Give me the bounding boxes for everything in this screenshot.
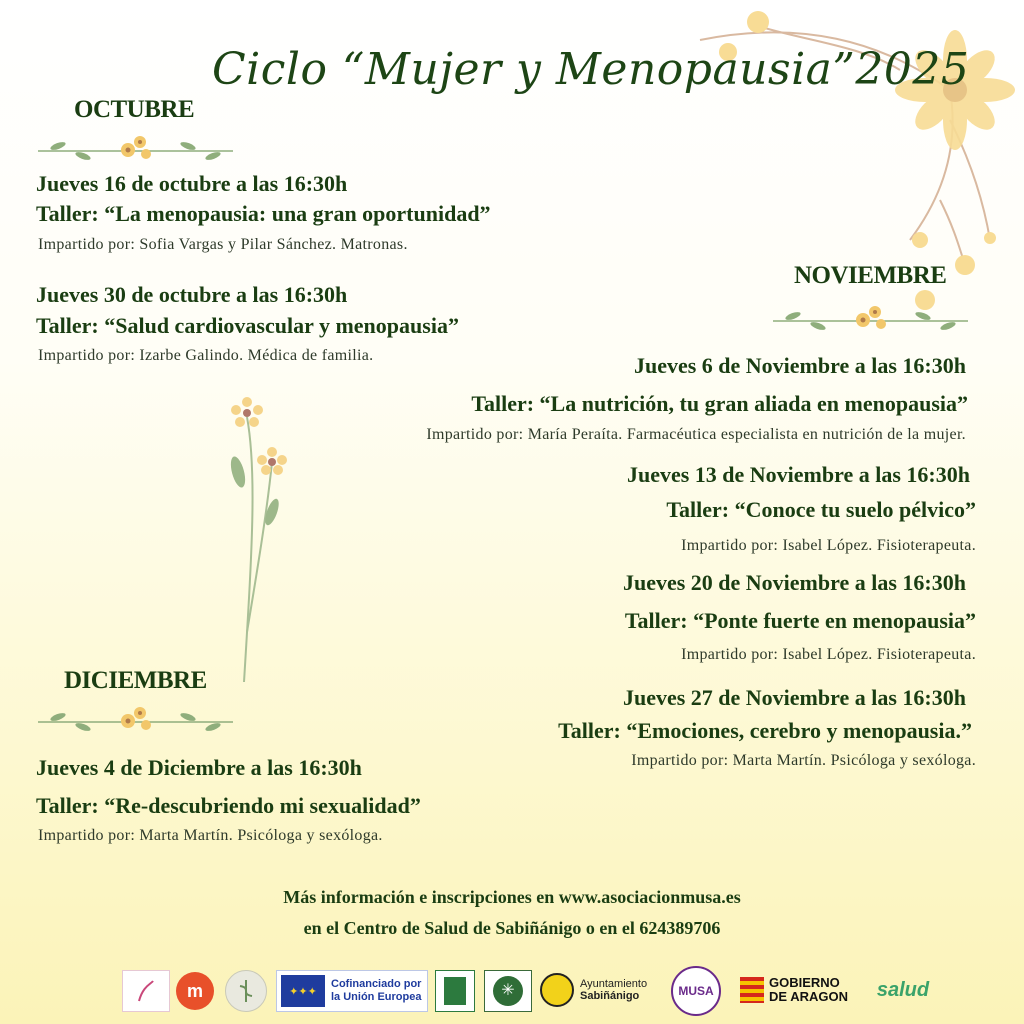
month-heading-noviembre: NOVIEMBRE	[794, 262, 947, 289]
musa-label: MUSA	[678, 984, 714, 998]
salud-label: salud	[876, 978, 930, 1001]
event-speaker: Impartido por: Marta Martín. Psicóloga y sexóloga.	[38, 827, 383, 844]
leaf-divider-icon	[773, 306, 973, 336]
adecuara-logo	[484, 970, 532, 1012]
aragon-flag-icon	[740, 977, 764, 1003]
month-heading-diciembre: DICIEMBRE	[64, 667, 207, 694]
health-logo	[225, 970, 267, 1012]
event-date: Jueves 20 de Noviembre a las 16:30h	[622, 570, 966, 595]
event-date: Jueves 13 de Noviembre a las 16:30h	[626, 462, 970, 487]
event-title: Taller: “Ponte fuerte en menopausia”	[624, 608, 976, 633]
page-title: Ciclo “Mujer y Menopausia”2025	[212, 44, 970, 95]
event-speaker: Impartido por: Isabel López. Fisioterapeuta.	[681, 646, 976, 663]
event-date: Jueves 30 de octubre a las 16:30h	[36, 282, 348, 307]
eu-flag-icon: ✦✦✦	[281, 975, 325, 1007]
event-speaker: Impartido por: Sofia Vargas y Pilar Sánchez. Matronas.	[38, 236, 408, 253]
gobierno-aragon-logo	[740, 970, 864, 1010]
event-title: Taller: “Emociones, cerebro y menopausia.”	[558, 718, 972, 743]
ayuntamiento-label: Ayuntamiento	[580, 978, 648, 990]
leader-icon	[444, 977, 466, 1005]
event-speaker: Impartido por: Marta Martín. Psicóloga y sexóloga.	[631, 752, 976, 769]
event-speaker: Impartido por: Izarbe Galindo. Médica de familia.	[38, 347, 374, 364]
salud-logo	[872, 970, 934, 1010]
eu-label: Cofinanciado por la Unión Europea	[331, 978, 422, 1003]
month-heading-octubre: OCTUBRE	[74, 96, 195, 123]
aragon-label: DE ARAGON	[769, 989, 848, 1004]
info-contact-line: en el Centro de Salud de Sabiñánigo o en el 624389706	[303, 918, 721, 938]
event-speaker: Impartido por: María Peraíta. Farmacéutica especialista en nutrición de la mujer.	[426, 426, 966, 443]
musa-logo	[671, 966, 721, 1016]
ayuntamiento-logo	[540, 970, 662, 1010]
event-date: Jueves 4 de Diciembre a las 16:30h	[36, 755, 362, 780]
info-line: Más información e inscripciones en www.asociacionmusa.es	[283, 887, 741, 907]
star-icon: ✳	[493, 976, 523, 1006]
event-speaker: Impartido por: Isabel López. Fisioterapeuta.	[681, 537, 976, 554]
event-title: Taller: “Conoce tu suelo pélvico”	[666, 497, 976, 522]
event-title: Taller: “La menopausia: una gran oportunidad”	[36, 201, 491, 226]
gobierno-label: GOBIERNO	[769, 975, 840, 990]
flower-stem-decoration	[222, 392, 302, 692]
event-title: Taller: “Re-descubriendo mi sexualidad”	[36, 793, 421, 818]
eu-logo	[276, 970, 428, 1012]
event-title: Taller: “Salud cardiovascular y menopausia”	[36, 313, 459, 338]
leaf-divider-icon	[38, 136, 238, 166]
physio-logo	[122, 970, 170, 1012]
orange-logo: m	[176, 972, 214, 1010]
event-date: Jueves 6 de Noviembre a las 16:30h	[633, 353, 966, 378]
event-title: Taller: “La nutrición, tu gran aliada en menopausia”	[471, 391, 968, 416]
ayuntamiento-icon	[540, 973, 574, 1007]
event-date: Jueves 16 de octubre a las 16:30h	[36, 171, 348, 196]
leader-logo	[435, 970, 475, 1012]
event-date: Jueves 27 de Noviembre a las 16:30h	[622, 685, 966, 710]
leaf-divider-icon	[38, 707, 238, 737]
ayuntamiento-place: Sabiñánigo	[580, 990, 640, 1002]
